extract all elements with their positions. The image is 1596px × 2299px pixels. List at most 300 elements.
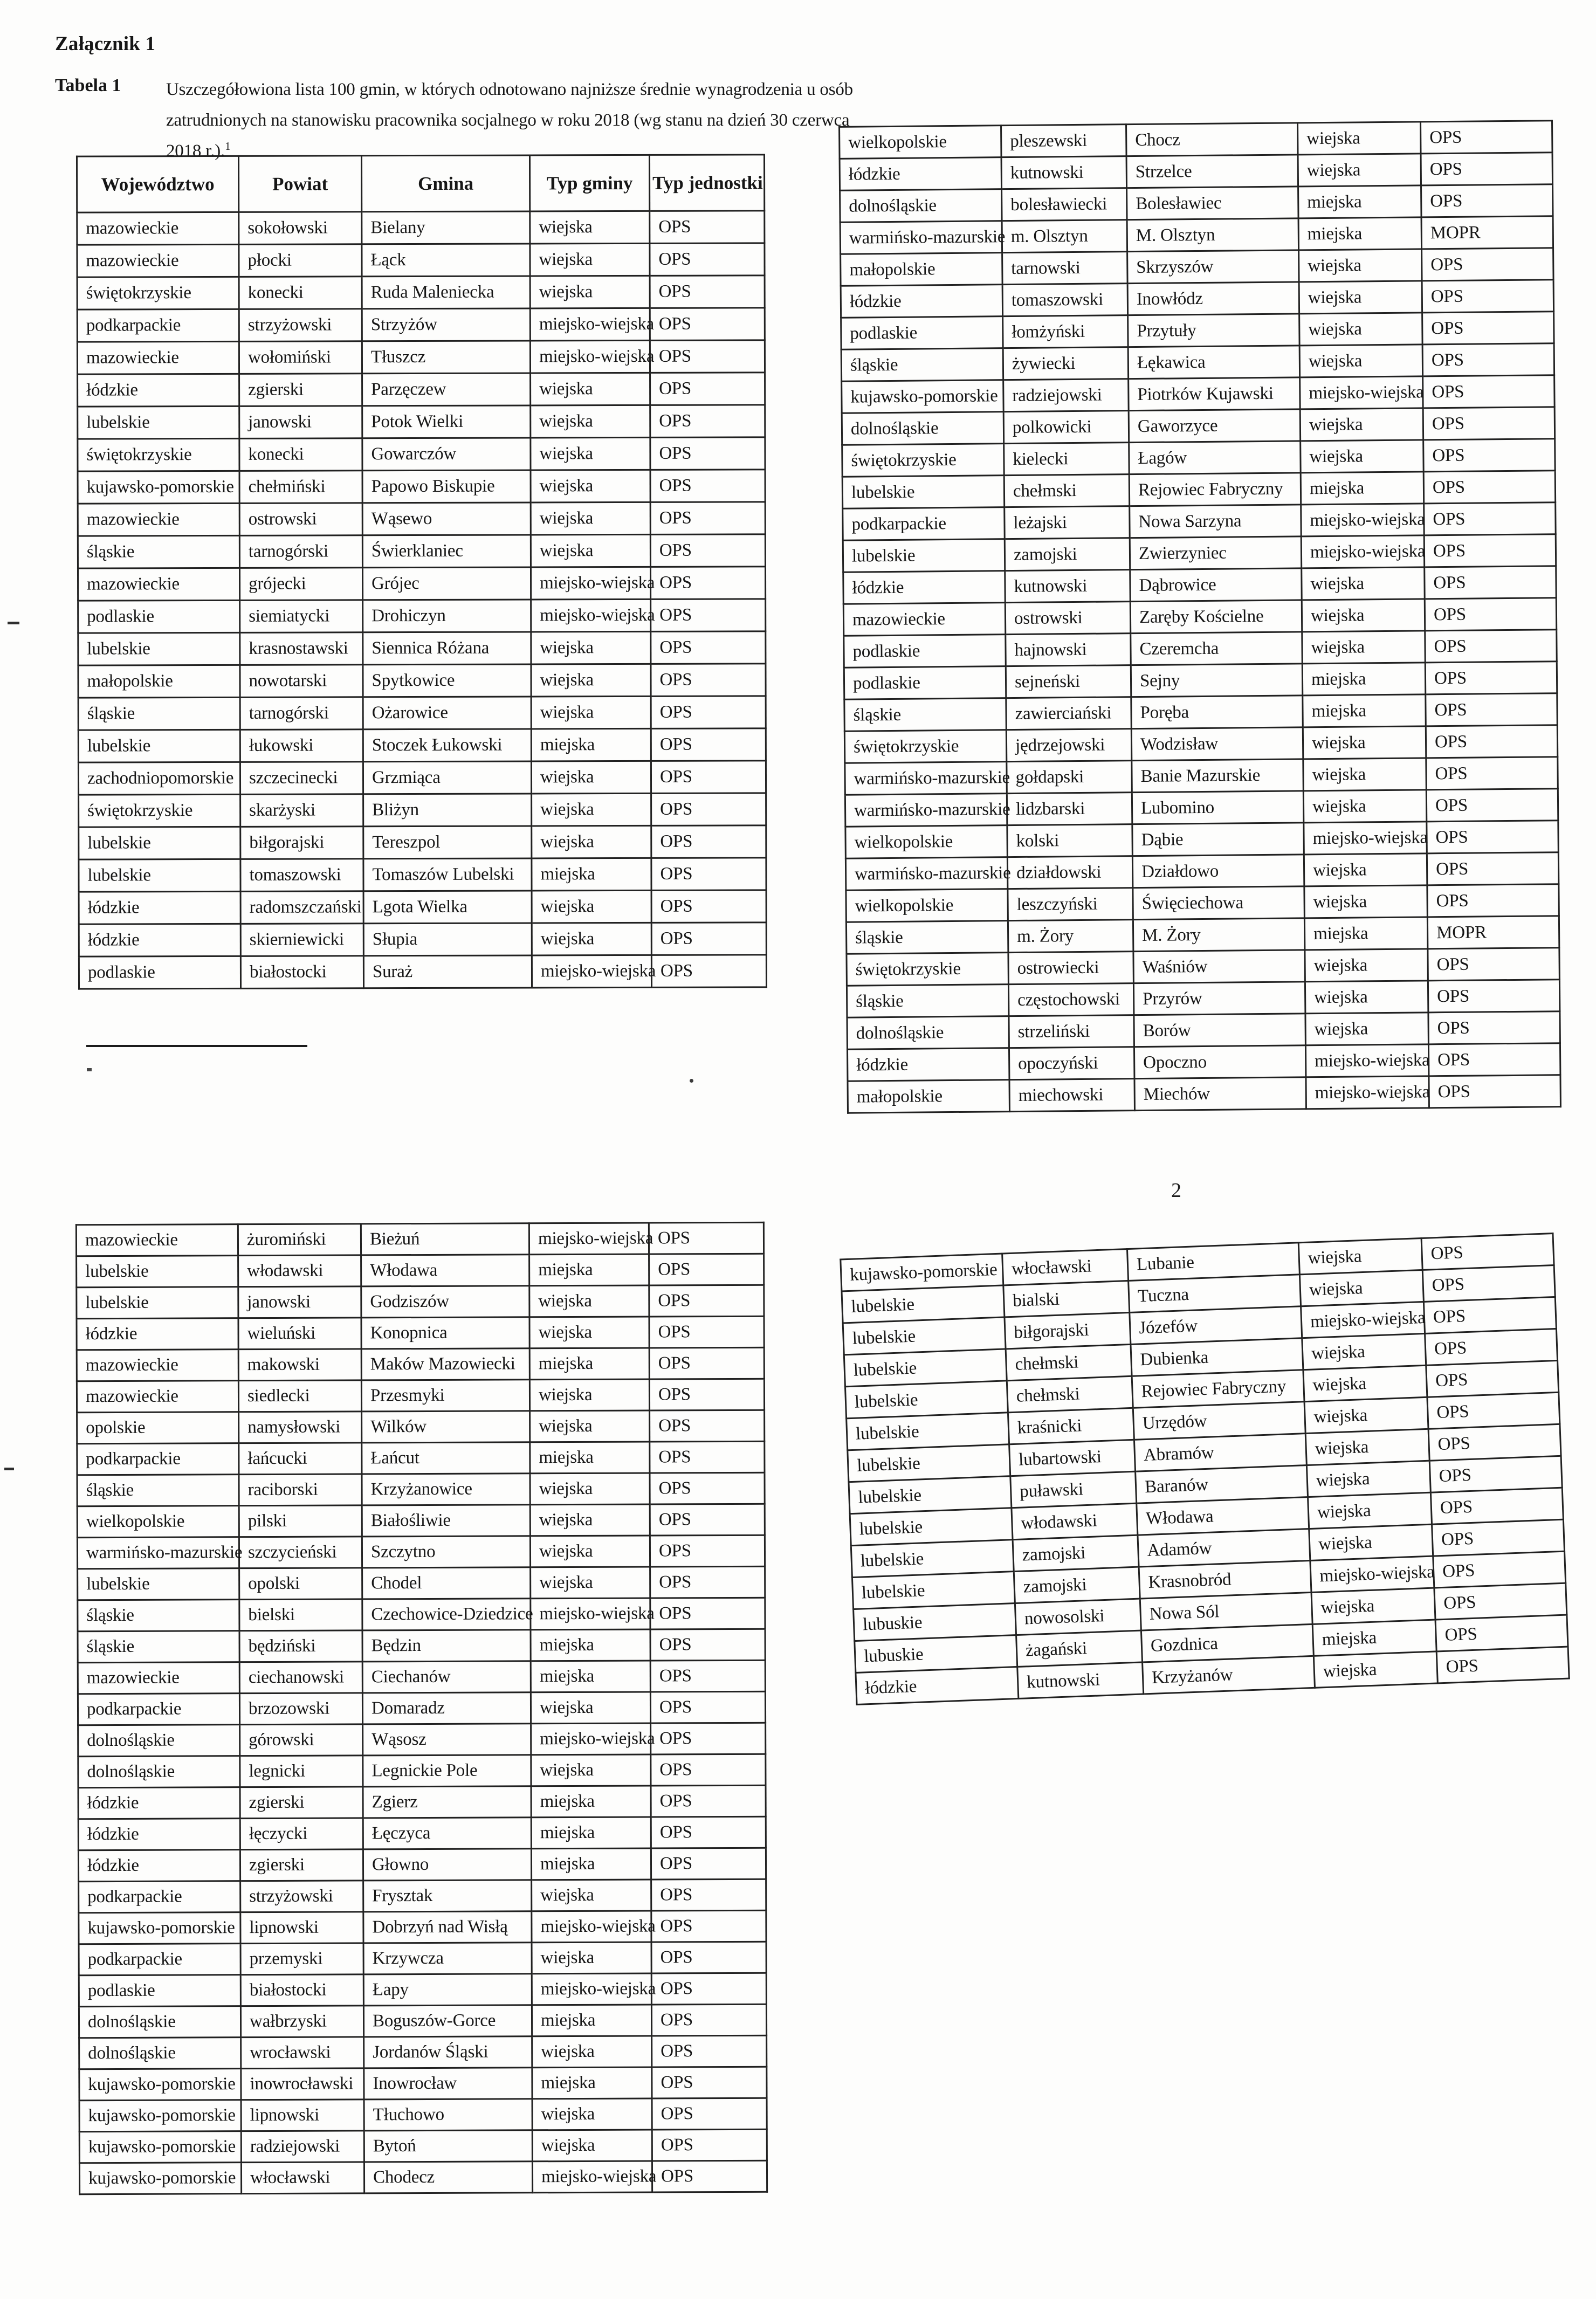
table-cell: miejska bbox=[1304, 917, 1428, 950]
table-cell: kujawsko-pomorskie bbox=[79, 2069, 241, 2101]
table-cell: opoczyński bbox=[1009, 1047, 1134, 1080]
table-cell: wiejska bbox=[1300, 408, 1423, 441]
table-cell: przemyski bbox=[240, 1943, 363, 1975]
table-body-section-1 bbox=[77, 211, 767, 989]
table-cell: zamojski bbox=[1014, 1567, 1140, 1603]
table-cell: podkarpackie bbox=[78, 1694, 239, 1725]
table-cell: wielkopolskie bbox=[77, 1506, 239, 1538]
table-cell: OPS bbox=[1428, 980, 1560, 1013]
table-cell: wałbrzyski bbox=[240, 2006, 363, 2038]
table-cell: janowski bbox=[238, 1286, 361, 1318]
table-cell: miejska bbox=[1298, 185, 1422, 218]
table-cell: wielkopolskie bbox=[845, 825, 1008, 859]
table-cell: OPS bbox=[652, 2035, 767, 2067]
table-cell: miejsko-wiejska bbox=[532, 955, 651, 988]
table-row bbox=[77, 1535, 765, 1568]
table-cell: OPS bbox=[650, 1629, 765, 1661]
table-cell: wiejska bbox=[1302, 567, 1425, 600]
table-cell: OPS bbox=[650, 1441, 765, 1473]
table-cell: wiejska bbox=[531, 761, 651, 794]
table-row bbox=[79, 2004, 766, 2038]
table-cell: Urzędów bbox=[1133, 1402, 1305, 1440]
table-cell: żywiecki bbox=[1003, 347, 1129, 380]
table-cell: namysłowski bbox=[239, 1412, 362, 1443]
table-cell: podkarpackie bbox=[79, 1944, 240, 1976]
table-cell: leżajski bbox=[1005, 506, 1130, 539]
table-cell: wiejska bbox=[1306, 1461, 1430, 1497]
table-cell: wiejska bbox=[532, 1942, 651, 1974]
table-cell: OPS bbox=[1428, 1011, 1560, 1044]
table-cell: pilski bbox=[239, 1505, 362, 1537]
table-cell: łańcucki bbox=[239, 1443, 362, 1475]
table-cell: radomszczański bbox=[240, 891, 363, 924]
table-cell: wiejska bbox=[532, 793, 651, 826]
table-row bbox=[78, 631, 766, 665]
table-cell: żuromiński bbox=[238, 1224, 361, 1256]
table-cell: OPS bbox=[1427, 884, 1559, 917]
table-cell: bialski bbox=[1003, 1281, 1130, 1317]
table-cell: śląskie bbox=[846, 921, 1008, 954]
table-cell: wiejska bbox=[531, 373, 650, 405]
table-cell: siedlecki bbox=[238, 1380, 361, 1412]
table-cell: wiejska bbox=[531, 631, 651, 664]
table-cell: OPS bbox=[650, 211, 765, 244]
table-cell: mazowieckie bbox=[77, 212, 239, 245]
table-cell: lubelskie bbox=[78, 632, 240, 665]
table-cell: wiejska bbox=[1303, 790, 1427, 823]
footnote-separator-line bbox=[86, 1045, 307, 1047]
table-cell: OPS bbox=[1432, 1519, 1565, 1556]
table-cell: wielkopolskie bbox=[846, 889, 1008, 923]
table-cell: OPS bbox=[1422, 312, 1554, 345]
table-cell: wiejska bbox=[529, 1379, 649, 1411]
caption-line: zatrudnionych na stanowisku pracownika socjalnego w roku 2018 (wg stanu na dzień 30 czerwca bbox=[166, 111, 850, 130]
table-cell: miejsko-wiejska bbox=[532, 2161, 652, 2193]
table-cell: Spytkowice bbox=[363, 664, 531, 697]
table-cell: Czeremcha bbox=[1131, 632, 1303, 665]
table-cell: Drohiczyn bbox=[363, 600, 531, 632]
table-cell: Opoczno bbox=[1134, 1045, 1306, 1079]
table-cell: OPS bbox=[651, 664, 766, 697]
table-cell: miejsko-wiejska bbox=[531, 1723, 651, 1755]
table-cell: podkarpackie bbox=[77, 1443, 239, 1475]
table-cell: wieluński bbox=[238, 1318, 361, 1350]
table-cell: OPS bbox=[1426, 1360, 1559, 1397]
table-cell: ostrowski bbox=[1005, 602, 1131, 635]
table-cell: łódzkie bbox=[843, 571, 1006, 604]
table-cell: OPS bbox=[649, 1254, 764, 1285]
table-row bbox=[78, 1598, 765, 1631]
table-cell: Godziszów bbox=[361, 1286, 529, 1318]
table-cell: lubelskie bbox=[842, 1285, 1005, 1323]
table-cell: wiejska bbox=[532, 890, 651, 923]
table-cell: Wąsewo bbox=[362, 503, 531, 535]
table-cell: Krzyżanowice bbox=[362, 1474, 530, 1505]
table-cell: wielkopolskie bbox=[840, 126, 1002, 159]
scan-speck bbox=[4, 1468, 14, 1470]
table-cell: Rejowiec Fabryczny bbox=[1129, 473, 1301, 506]
table-cell: Przesmyki bbox=[361, 1380, 529, 1412]
table-cell: OPS bbox=[650, 1410, 765, 1442]
table-cell: miejska bbox=[531, 1786, 651, 1818]
table-row bbox=[79, 2129, 767, 2163]
footnote-marker: 1 bbox=[225, 140, 231, 153]
table-cell: chełmski bbox=[1007, 1376, 1133, 1412]
table-cell: kutnowski bbox=[1017, 1662, 1144, 1698]
table-cell: Baranów bbox=[1136, 1465, 1308, 1504]
table-cell: OPS bbox=[1436, 1647, 1569, 1683]
table-header-row bbox=[77, 155, 764, 212]
table-cell: dolnośląskie bbox=[78, 1756, 240, 1788]
table-cell: śląskie bbox=[77, 1475, 239, 1506]
table-cell: miejsko-wiejska bbox=[530, 340, 650, 373]
table-cell: podlaskie bbox=[844, 666, 1006, 700]
table-cell: podlaskie bbox=[841, 316, 1003, 350]
table-row bbox=[78, 373, 765, 407]
table-cell: zamojski bbox=[1013, 1535, 1139, 1571]
scan-speck bbox=[87, 1068, 92, 1071]
table-cell: miechowski bbox=[1009, 1079, 1135, 1112]
table-row bbox=[78, 1660, 765, 1694]
table-cell: wiejska bbox=[530, 1473, 650, 1505]
table-cell: OPS bbox=[651, 761, 766, 794]
table-cell: miejsko-wiejska bbox=[531, 567, 650, 600]
table-row bbox=[78, 761, 766, 795]
gmina-table-section-3 bbox=[75, 1222, 768, 2195]
table-cell: ostrowiecki bbox=[1008, 952, 1134, 985]
table-row bbox=[76, 1222, 763, 1256]
table-cell: wiejska bbox=[1302, 1333, 1426, 1369]
table-cell: wiejska bbox=[531, 470, 650, 503]
table-cell: wiejska bbox=[1299, 345, 1423, 377]
table-cell: legnicki bbox=[240, 1756, 363, 1787]
table-cell: OPS bbox=[649, 1316, 764, 1348]
table-cell: lubelskie bbox=[843, 539, 1005, 573]
table-cell: OPS bbox=[1428, 1043, 1560, 1076]
table-cell: łódzkie bbox=[79, 924, 240, 956]
table-cell: lipnowski bbox=[240, 1912, 363, 1944]
table-cell: miejsko-wiejska bbox=[1301, 535, 1425, 568]
table-cell: lubelskie bbox=[847, 1413, 1009, 1450]
table-cell: Banie Mazurskie bbox=[1132, 759, 1304, 793]
table-cell: wiejska bbox=[531, 696, 651, 729]
table-cell: wiejska bbox=[532, 2130, 652, 2162]
table-cell: Przyrów bbox=[1133, 982, 1305, 1015]
table-row bbox=[78, 1691, 765, 1725]
table-cell: Suraż bbox=[363, 955, 532, 988]
table-row bbox=[78, 470, 765, 504]
table-row bbox=[77, 1472, 765, 1506]
table-cell: wiejska bbox=[530, 1504, 650, 1536]
table-cell: świętokrzyskie bbox=[78, 438, 239, 471]
table-row bbox=[77, 340, 765, 374]
table-cell: Parzęczew bbox=[362, 373, 531, 406]
table-cell: Czechowice-Dziedzice bbox=[362, 1599, 531, 1630]
table-cell: białostocki bbox=[240, 956, 363, 989]
table-cell: pleszewski bbox=[1001, 125, 1127, 157]
gmina-table-section-2 bbox=[838, 120, 1561, 1113]
table-cell: miejska bbox=[532, 2067, 652, 2099]
table-cell: Zaręby Kościelne bbox=[1130, 600, 1302, 634]
scan-speck bbox=[8, 622, 19, 624]
table-cell: sejneński bbox=[1006, 665, 1131, 698]
table-row bbox=[78, 696, 766, 730]
table-cell: włodawski bbox=[1012, 1503, 1138, 1539]
table-cell: łódzkie bbox=[78, 374, 239, 407]
table-cell: wiejska bbox=[1304, 1397, 1428, 1433]
table-cell: wrocławski bbox=[241, 2037, 364, 2069]
table-cell: Wilków bbox=[362, 1411, 530, 1443]
column-header-gmina: Gmina bbox=[361, 155, 529, 212]
table-cell: OPS bbox=[1434, 1583, 1567, 1620]
table-cell: podkarpackie bbox=[843, 507, 1005, 541]
table-row bbox=[78, 1754, 766, 1787]
table-cell: wiejska bbox=[531, 502, 650, 535]
table-row bbox=[78, 1723, 766, 1756]
table-cell: OPS bbox=[1421, 1234, 1554, 1270]
table-cell: OPS bbox=[1430, 1488, 1563, 1524]
table-cell: Chodel bbox=[362, 1567, 531, 1599]
table-cell: M. Żory bbox=[1133, 918, 1305, 952]
table-cell: OPS bbox=[650, 243, 765, 276]
table-cell: OPS bbox=[650, 1535, 765, 1567]
table-cell: Działdowo bbox=[1132, 855, 1304, 888]
table-cell: wiejska bbox=[529, 1317, 649, 1348]
table-cell: OPS bbox=[651, 858, 766, 891]
table-cell: miejsko-wiejska bbox=[1301, 504, 1425, 536]
table-cell: Frysztak bbox=[363, 1880, 532, 1912]
table-cell: lubelskie bbox=[852, 1572, 1015, 1609]
table-row bbox=[78, 1785, 766, 1819]
table-cell: płocki bbox=[239, 244, 362, 277]
column-header-powiat: Powiat bbox=[238, 156, 361, 212]
attachment-label: Załącznik 1 bbox=[55, 33, 156, 55]
table-cell: lipnowski bbox=[241, 2100, 364, 2131]
table-cell: inowrocławski bbox=[241, 2068, 364, 2100]
table-cell: łódzkie bbox=[856, 1667, 1019, 1704]
table-cell: OPS bbox=[1429, 1456, 1562, 1492]
table-row bbox=[77, 1347, 764, 1381]
table-cell: Zwierzyniec bbox=[1130, 536, 1302, 570]
table-cell: Łańcut bbox=[362, 1442, 530, 1474]
table-row bbox=[78, 437, 765, 471]
table-cell: OPS bbox=[651, 825, 766, 858]
table-cell: Chodecz bbox=[364, 2162, 532, 2193]
table-row bbox=[77, 308, 765, 342]
table-cell: łukowski bbox=[240, 729, 363, 762]
table-row bbox=[78, 502, 765, 536]
table-cell: lubelskie bbox=[844, 1349, 1007, 1387]
table-cell: Inowrocław bbox=[364, 2068, 532, 2100]
table-cell: miejsko-wiejska bbox=[1304, 822, 1427, 855]
table-cell: OPS bbox=[1424, 503, 1556, 535]
table-cell: OPS bbox=[650, 502, 765, 535]
table-cell: wiejska bbox=[531, 1754, 651, 1786]
table-cell: Tereszpol bbox=[363, 826, 532, 859]
table-cell: Gaworzyce bbox=[1129, 409, 1301, 443]
table-cell: Miechów bbox=[1134, 1077, 1306, 1111]
table-cell: wiejska bbox=[530, 1410, 650, 1442]
table-cell: OPS bbox=[1421, 184, 1553, 217]
table-cell: Krasnobród bbox=[1139, 1560, 1311, 1599]
table-cell: kujawsko-pomorskie bbox=[78, 471, 239, 504]
table-cell: kujawsko-pomorskie bbox=[841, 1254, 1003, 1291]
table-cell: świętokrzyskie bbox=[77, 277, 239, 309]
table-row bbox=[79, 955, 766, 989]
table-row bbox=[77, 276, 765, 309]
table-cell: wiejska bbox=[530, 211, 650, 244]
table-cell: Dąbie bbox=[1132, 823, 1304, 856]
table-cell: małopolskie bbox=[841, 253, 1003, 286]
table-cell: OPS bbox=[1421, 153, 1553, 185]
table-cell: Waśniów bbox=[1133, 950, 1305, 983]
table-cell: wiejska bbox=[1311, 1588, 1435, 1624]
table-cell: ciechanowski bbox=[239, 1662, 362, 1694]
table-cell: OPS bbox=[1423, 471, 1556, 504]
table-cell: OPS bbox=[651, 1910, 766, 1942]
table-row bbox=[78, 728, 766, 762]
table-cell: wiejska bbox=[1299, 1270, 1423, 1306]
table-cell: Włodawa bbox=[361, 1255, 529, 1286]
table-cell: wiejska bbox=[531, 1692, 650, 1724]
table-cell: nowotarski bbox=[240, 665, 363, 698]
table-cell: chełmski bbox=[1006, 1344, 1132, 1380]
table-cell: mazowieckie bbox=[77, 1350, 238, 1381]
table-row bbox=[79, 1879, 766, 1912]
table-cell: warmińsko-mazurskie bbox=[840, 221, 1002, 254]
table-cell: lubelskie bbox=[78, 1568, 239, 1600]
table-cell: tarnowski bbox=[1002, 252, 1128, 285]
table-cell: leszczyński bbox=[1008, 888, 1133, 921]
table-cell: Bytoń bbox=[364, 2130, 532, 2162]
table-row bbox=[77, 1254, 764, 1287]
table-cell: wiejska bbox=[532, 1880, 651, 1911]
gmina-table-section-4 bbox=[840, 1233, 1570, 1705]
table-cell: tomaszowski bbox=[1002, 284, 1128, 316]
table-cell: wiejska bbox=[1313, 1651, 1437, 1688]
table-cell: łomżyński bbox=[1003, 315, 1129, 348]
table-cell: MOPR bbox=[1427, 916, 1559, 949]
table-cell: miejsko-wiejska bbox=[529, 1223, 649, 1255]
table-cell: konecki bbox=[239, 438, 362, 471]
table-cell: OPS bbox=[650, 276, 765, 308]
table-cell: kraśnicki bbox=[1008, 1408, 1134, 1444]
table-cell: Lgota Wielka bbox=[363, 891, 532, 924]
table-cell: OPS bbox=[1423, 439, 1556, 472]
scan-speck bbox=[690, 1079, 693, 1083]
table-cell: OPS bbox=[651, 1785, 766, 1817]
table-cell: mazowieckie bbox=[78, 503, 239, 536]
caption-line-text: 2018 r.). bbox=[166, 141, 225, 161]
table-cell: mazowieckie bbox=[843, 603, 1006, 636]
table-cell: wiejska bbox=[1305, 949, 1428, 982]
table-cell: działdowski bbox=[1007, 856, 1133, 889]
table-row bbox=[78, 664, 766, 698]
table-cell: OPS bbox=[651, 923, 766, 955]
table-cell: Wodzisław bbox=[1131, 727, 1303, 761]
table-cell: miejsko-wiejska bbox=[532, 1911, 651, 1943]
table-cell: Dubienka bbox=[1131, 1338, 1303, 1376]
table-cell: wiejska bbox=[1298, 122, 1421, 155]
table-cell: Bolesławiec bbox=[1127, 187, 1299, 220]
table-cell: podlaskie bbox=[78, 600, 240, 633]
table-cell: Potok Wielki bbox=[362, 405, 531, 438]
table-cell: OPS bbox=[1422, 248, 1554, 281]
table-cell: Borów bbox=[1134, 1014, 1306, 1047]
table-cell: wiejska bbox=[1304, 853, 1427, 886]
table-cell: OPS bbox=[1422, 343, 1554, 376]
table-cell: dolnośląskie bbox=[842, 412, 1004, 445]
table-cell: Gowarczów bbox=[362, 438, 531, 471]
table-cell: Krzyżanów bbox=[1143, 1656, 1315, 1694]
table-cell: łódzkie bbox=[840, 157, 1002, 191]
table-cell: łódzkie bbox=[79, 891, 240, 924]
table-cell: mazowieckie bbox=[77, 244, 239, 277]
table-row bbox=[79, 2160, 767, 2194]
table-cell: sokołowski bbox=[239, 212, 362, 245]
table-row bbox=[77, 1316, 764, 1350]
table-cell: OPS bbox=[650, 437, 765, 470]
table-cell: OPS bbox=[1433, 1551, 1566, 1588]
table-cell: podkarpackie bbox=[79, 1881, 240, 1913]
table-cell: podlaskie bbox=[79, 1975, 240, 2007]
table-cell: OPS bbox=[1435, 1615, 1568, 1651]
table-cell: łęczycki bbox=[240, 1818, 363, 1850]
table-cell: miejska bbox=[532, 858, 651, 891]
table-cell: Święciechowa bbox=[1133, 886, 1305, 920]
table-cell: OPS bbox=[650, 405, 765, 438]
table-cell: krasnostawski bbox=[240, 632, 363, 665]
table-cell: OPS bbox=[649, 1379, 764, 1410]
table-cell: miejska bbox=[531, 1848, 651, 1880]
table-cell: OPS bbox=[651, 1879, 766, 1911]
table-row bbox=[77, 211, 765, 245]
table-cell: siemiatycki bbox=[240, 600, 363, 633]
table-cell: świętokrzyskie bbox=[842, 444, 1005, 477]
table-row bbox=[77, 1379, 764, 1412]
table-caption bbox=[166, 74, 853, 167]
table-cell: lubelskie bbox=[850, 1508, 1013, 1546]
table-cell: skarżyski bbox=[240, 794, 363, 827]
table-cell: OPS bbox=[651, 696, 766, 729]
table-cell: lubelskie bbox=[849, 1476, 1012, 1514]
table-cell: Słupia bbox=[363, 923, 532, 956]
table-cell: wiejska bbox=[1302, 631, 1426, 664]
table-cell: Tuczna bbox=[1129, 1275, 1301, 1313]
table-cell: Grójec bbox=[362, 567, 531, 600]
table-cell: OPS bbox=[651, 1848, 766, 1880]
table-cell: miejska bbox=[1312, 1620, 1436, 1656]
table-cell: makowski bbox=[238, 1349, 361, 1381]
table-cell: OPS bbox=[650, 308, 765, 341]
table-row bbox=[848, 1075, 1560, 1113]
table-cell: miejsko-wiejska bbox=[1300, 376, 1423, 409]
table-cell: strzyżowski bbox=[240, 1881, 363, 1912]
table-cell: warmińsko-mazurskie bbox=[845, 794, 1007, 827]
table-cell: OPS bbox=[652, 2067, 767, 2098]
table-cell: Konopnica bbox=[361, 1317, 529, 1349]
table-cell: podlaskie bbox=[79, 956, 240, 989]
table-cell: kujawsko-pomorskie bbox=[79, 2131, 241, 2163]
table-cell: OPS bbox=[651, 728, 766, 761]
table-cell: Łagów bbox=[1129, 441, 1301, 474]
table-cell: Bliżyn bbox=[363, 794, 532, 827]
table-cell: OPS bbox=[1427, 1392, 1560, 1429]
table-cell: łódzkie bbox=[78, 1819, 240, 1850]
table-cell: śląskie bbox=[78, 1600, 239, 1632]
table-cell: wiejska bbox=[532, 923, 651, 955]
table-cell: Gozdnica bbox=[1141, 1624, 1313, 1662]
